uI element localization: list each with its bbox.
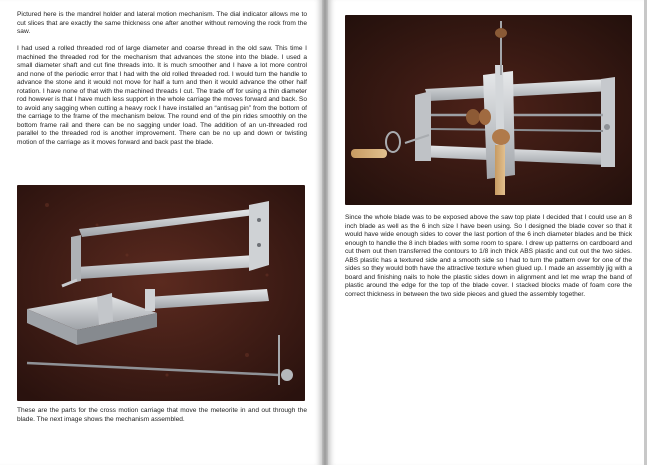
assembled-mechanism-photo-image [345, 15, 632, 205]
parts-caption: These are the parts for the cross motion carriage that move the meteorite in and out through the blade. The next image shows the mechanism assembled. [17, 407, 307, 423]
parts-photo-image [17, 185, 305, 401]
intro-paragraph: Pictured here is the mandrel holder and lateral motion mechanism. The dial indicator allows me to cut slices that are exactly the same thickness one after another without removing the rock from the saw. [17, 11, 307, 36]
right-page [328, 0, 647, 465]
blade-cover-paragraph: Since the whole blade was to be exposed above the saw top plate I decided that I could use an 8 inch blade as well as the 6 inch size I have been using. So I designed the blade cover so that it would have wide enough sides to cover the last portion of the 6 inch diameter blades and be thick enough to handle the 8 inch blades with some room to spare. I drew up patterns on cardboard and cut them out then transferred the contours to 1/8 inch thick ABS plastic and cut out the two sides. ABS plastic has a textured side and a smooth side so I had to turn the pattern over for one of the sides so they would both have the attractive texture when glued up. I made an assembly jig with a board and finishing nails to hole the plastic sides down in alignment and let me wrap the band of plastic around the edge for the top of the blade cover. I stacked blocks made of foam core the correct thickness in between the two side pieces and glued the assembly together. [345, 214, 632, 298]
left-page [0, 0, 322, 465]
parts-photo [17, 185, 305, 401]
mechanism-paragraph: I had used a rolled threaded rod of large diameter and coarse thread in the old saw. This time I machined the threaded rod for the mechanism that advances the stone into the blade. I used a small diameter shaft and cut fine threads into. It is much smoother and I have a lot more control and none of the periodic error that I had with the old rolled threaded rod. I would turn the handle to advance the stone and it would not move for half a turn and then it would advance the other half rotation. I have none of that with the machined threads I cut. The trade off for using a thin diameter rod however is that I have much less support in the whole carriage the moves forward and back. So to avoid any sagging when cutting a heavy rock I have installed an “antisag pin” from the bottom of the carriage to the frame of the mechanism below. The round end of the pin rides smoothly on the bottom frame rail and there can be no sagging under load. The addition of an un-threaded rod parallel to the threaded rod is another improvement. There can be no up and down or twisting motion of the carriage as it moves forward and back past the blade. [17, 45, 307, 147]
assembled-mechanism-photo [345, 15, 632, 205]
